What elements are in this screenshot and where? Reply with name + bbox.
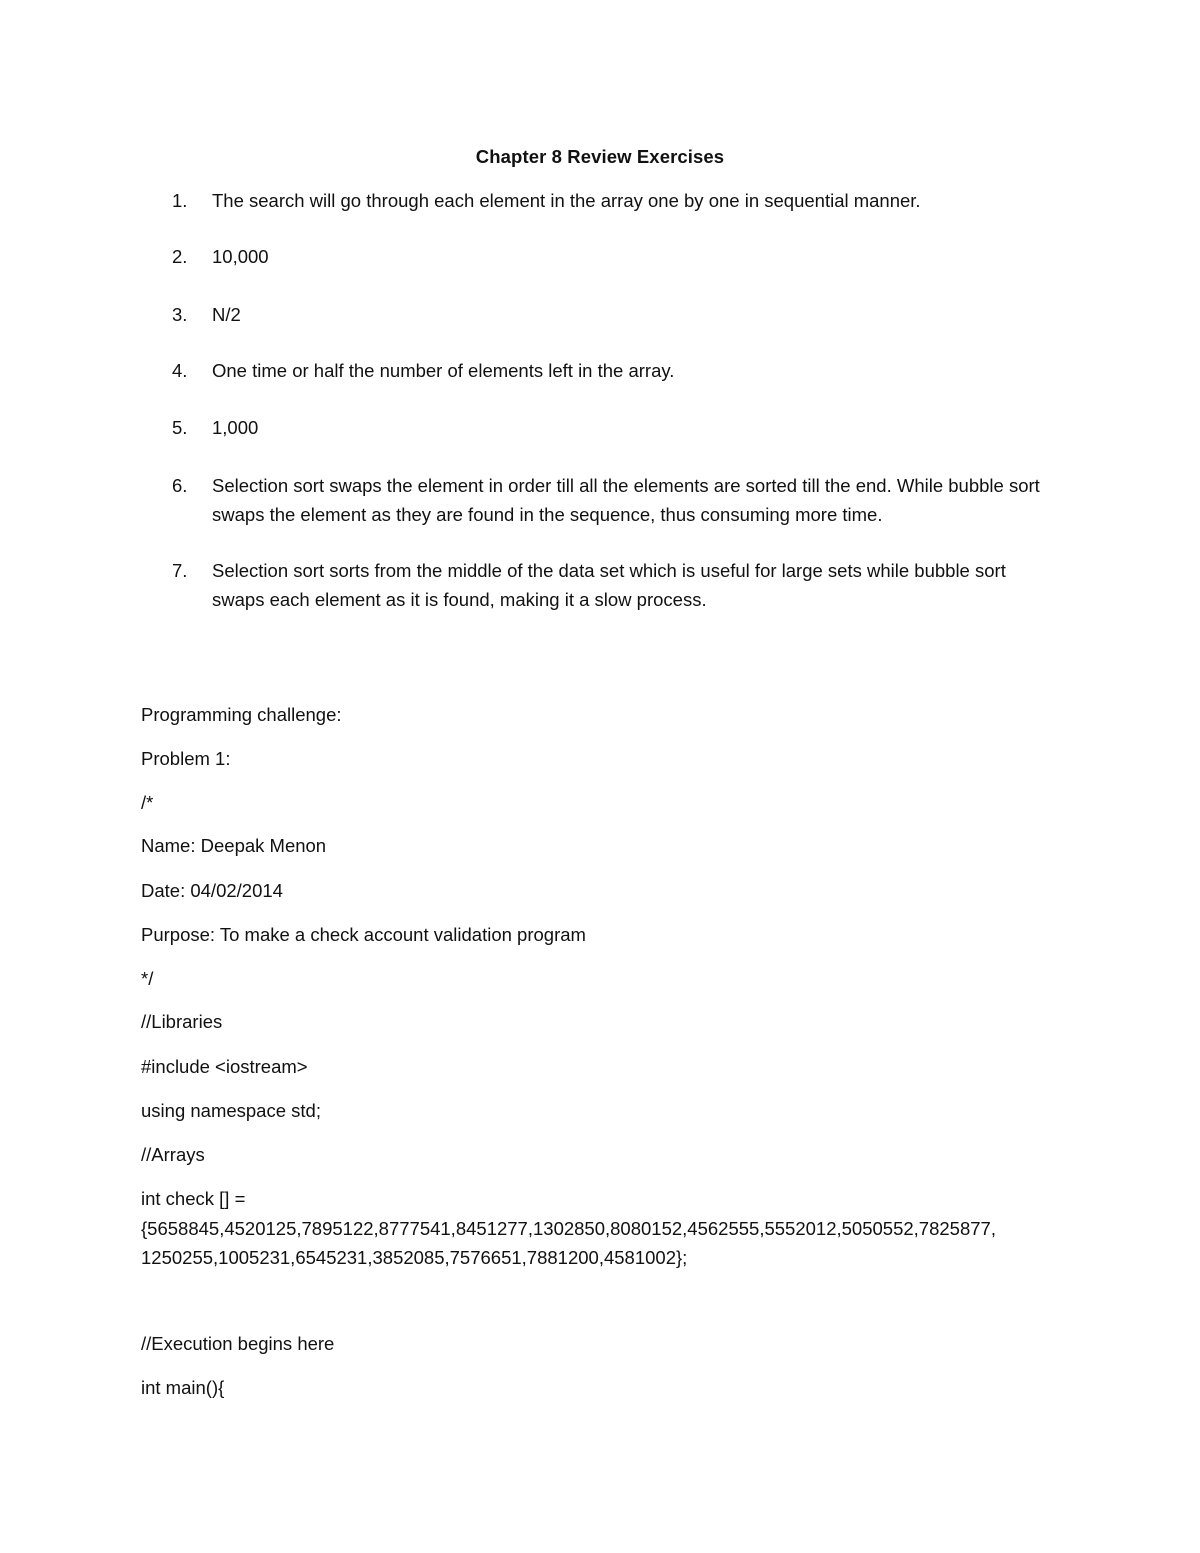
document-title: Chapter 8 Review Exercises: [475, 146, 725, 167]
exercise-number: 4.: [172, 360, 188, 381]
exercise-answer: 10,000: [212, 246, 269, 267]
exercise-answer: The search will go through each element in the array one by one in sequential manner.: [212, 190, 921, 211]
code-line-array-values-1: {5658845,4520125,7895122,8777541,8451277,1302850,8080152,4562555,5552012,5050552,7825877,: [141, 1218, 996, 1239]
code-line-array-declaration: int check [] =: [141, 1188, 246, 1209]
code-line-arrays-comment: //Arrays: [141, 1144, 205, 1165]
exercise-number: 3.: [172, 304, 188, 325]
programming-challenge-heading: Programming challenge:: [141, 704, 342, 725]
exercise-item: [172, 186, 1052, 215]
exercise-item: [172, 356, 1052, 385]
exercise-item: [172, 556, 1052, 614]
exercise-number: 5.: [172, 417, 188, 438]
code-line-namespace: using namespace std;: [141, 1100, 321, 1121]
code-line-name: Name: Deepak Menon: [141, 835, 327, 856]
exercise-item: [172, 242, 1052, 271]
code-line-purpose: Purpose: To make a check account validation program: [141, 924, 586, 945]
code-line-include: #include <iostream>: [141, 1056, 308, 1077]
code-line-comment-close: */: [141, 968, 154, 989]
code-line-array-values-2: 1250255,1005231,6545231,3852085,7576651,7881200,4581002};: [141, 1247, 688, 1268]
exercise-answer: 1,000: [212, 417, 259, 438]
exercise-item: [172, 300, 1052, 329]
exercise-answer: N/2: [212, 304, 241, 325]
exercise-item: [172, 471, 1052, 529]
exercise-number: 2.: [172, 246, 188, 267]
code-line-date: Date: 04/02/2014: [141, 880, 283, 901]
code-line-libraries-comment: //Libraries: [141, 1011, 223, 1032]
exercise-number: 6.: [172, 475, 188, 496]
exercise-number: 7.: [172, 560, 188, 581]
exercise-answer: One time or half the number of elements left in the array.: [212, 360, 675, 381]
problem-label: Problem 1:: [141, 748, 231, 769]
exercise-item: [172, 413, 1052, 442]
exercise-number: 1.: [172, 190, 188, 211]
code-line-comment-open: /*: [141, 792, 154, 813]
code-line-main-declaration: int main(){: [141, 1377, 225, 1398]
exercise-answer: Selection sort swaps the element in order till all the elements are sorted till the end. While bubble sort swaps the element as they are found in the sequence, thus consuming more time.: [212, 475, 1040, 525]
exercise-answer: Selection sort sorts from the middle of the data set which is useful for large sets while bubble sort swaps each element as it is found, making it a slow process.: [212, 560, 1006, 610]
code-line-execution-comment: //Execution begins here: [141, 1333, 335, 1354]
